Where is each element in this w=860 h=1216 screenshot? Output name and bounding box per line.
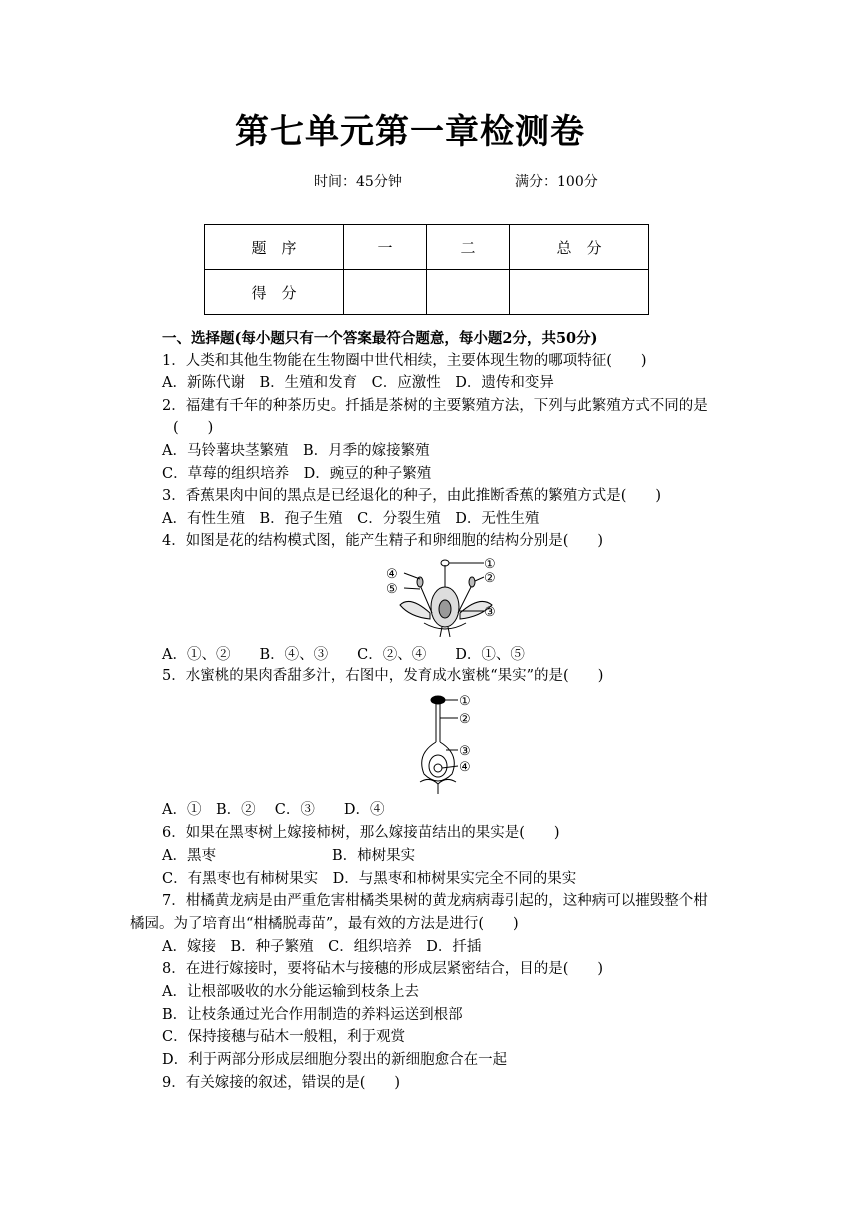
flower-label-3: ③ [484, 605, 496, 620]
question-options: A．黑枣 B．柿树果实 [162, 848, 416, 864]
pistil-diagram [410, 692, 490, 794]
score-cell-empty [510, 270, 649, 315]
question-stem-cont: ( ) [173, 420, 214, 436]
pistil-label-4: ④ [459, 760, 471, 775]
score-cell-part2: 二 [427, 225, 510, 270]
score-table [204, 224, 649, 315]
question-stem-cont: 橘园。为了培育出“柑橘脱毒苗”，最有效的方法是进行( ) [130, 916, 519, 932]
flower-label-4: ④ [386, 567, 398, 582]
question-stem: 2．福建有千年的种茶历史。扦插是茶树的主要繁殖方法，下列与此繁殖方式不同的是 [162, 398, 708, 414]
score-cell-label: 题 序 [205, 225, 344, 270]
question-stem: 5．水蜜桃的果肉香甜多汁，右图中，发育成水蜜桃“果实”的是( ) [162, 668, 604, 684]
exam-time: 时间：45分钟 [314, 174, 402, 190]
question-options: C．草莓的组织培养 D．豌豆的种子繁殖 [162, 466, 432, 482]
question-stem: 4．如图是花的结构模式图，能产生精子和卵细胞的结构分别是( ) [162, 533, 604, 549]
flower-diagram [380, 555, 510, 637]
score-cell-empty [427, 270, 510, 315]
section-heading: 一、选择题(每小题只有一个答案最符合题意，每小题2分，共50分) [162, 330, 598, 347]
question-options: A．嫁接 B．种子繁殖 C．组织培养 D．扦插 [162, 939, 482, 955]
question-options: A．有性生殖 B．孢子生殖 C．分裂生殖 D．无性生殖 [162, 511, 540, 527]
score-table-header-row [205, 225, 649, 270]
pistil-label-3: ③ [459, 744, 471, 759]
score-table-score-row [205, 270, 649, 315]
question-options: A．① B．② C．③ D．④ [162, 802, 385, 818]
score-cell-empty [344, 270, 427, 315]
question-stem: 6．如果在黑枣树上嫁接柿树，那么嫁接苗结出的果实是( ) [162, 825, 560, 841]
question-stem: 7．柑橘黄龙病是由严重危害柑橘类果树的黄龙病病毒引起的，这种病可以摧毁整个柑 [162, 893, 708, 909]
question-stem: 3．香蕉果肉中间的黑点是已经退化的种子，由此推断香蕉的繁殖方式是( ) [162, 488, 662, 504]
question-options: A．马铃薯块茎繁殖 B．月季的嫁接繁殖 [162, 443, 430, 459]
flower-label-5: ⑤ [386, 582, 398, 597]
question-options: A．新陈代谢 B．生殖和发育 C．应激性 D．遗传和变异 [162, 375, 554, 391]
score-cell-label: 得 分 [205, 270, 344, 315]
question-option-a: A．让根部吸收的水分能运输到枝条上去 [162, 984, 419, 1000]
flower-label-1: ① [484, 557, 496, 572]
pistil-label-1: ① [459, 694, 471, 709]
question-stem: 8．在进行嫁接时，要将砧木与接穗的形成层紧密结合，目的是( ) [162, 961, 604, 977]
question-stem: 9．有关嫁接的叙述，错误的是( ) [162, 1075, 401, 1091]
score-cell-total: 总 分 [510, 225, 649, 270]
question-options: C．有黑枣也有柿树果实 D．与黑枣和柿树果实完全不同的果实 [162, 871, 577, 887]
question-options: A．①、② B．④、③ C．②、④ D．①、⑤ [162, 647, 525, 663]
page-title: 第七单元第一章检测卷 [235, 112, 585, 152]
exam-full-score: 满分：100分 [515, 174, 598, 190]
question-stem: 1．人类和其他生物能在生物圈中世代相续，主要体现生物的哪项特征( ) [162, 353, 647, 369]
pistil-label-2: ② [459, 712, 471, 727]
flower-label-2: ② [484, 571, 496, 586]
score-cell-part1: 一 [344, 225, 427, 270]
question-option-d: D．利于两部分形成层细胞分裂出的新细胞愈合在一起 [162, 1052, 508, 1068]
question-option-c: C．保持接穗与砧木一般粗，利于观赏 [162, 1029, 406, 1045]
question-option-b: B．让枝条通过光合作用制造的养料运送到根部 [162, 1007, 463, 1023]
